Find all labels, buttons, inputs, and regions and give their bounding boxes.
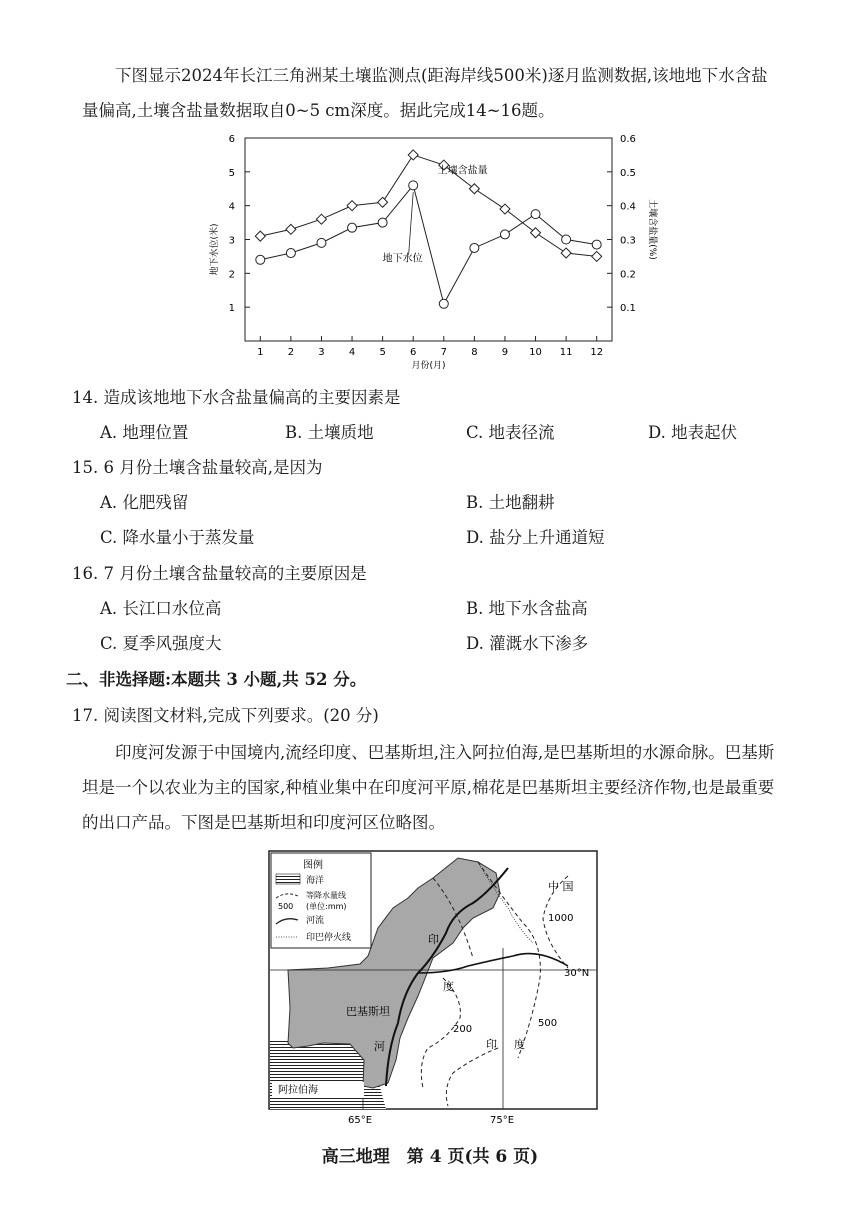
salinity-point bbox=[500, 204, 510, 214]
left-tick-label: 2 bbox=[228, 269, 235, 281]
question-14-stem: 14. 造成该地地下水含盐量偏高的主要因素是 bbox=[72, 388, 401, 407]
right-tick-label: 0.1 bbox=[620, 303, 636, 315]
label-iso-1000: 1000 bbox=[548, 913, 574, 924]
section-2-heading: 二、非选择题:本题共 3 小题,共 52 分。 bbox=[66, 670, 367, 689]
salinity-point bbox=[561, 248, 571, 258]
salinity-point bbox=[316, 214, 326, 224]
page-footer: 高三地理 第 4 页(共 6 页) bbox=[321, 1147, 539, 1167]
q16-option-c: C. 夏季风强度大 bbox=[100, 634, 222, 653]
q14-option-d: D. 地表起伏 bbox=[648, 423, 738, 442]
legend-isohyet-unit: (单位:mm) bbox=[306, 902, 347, 911]
legend-isohyet-value: 500 bbox=[278, 902, 294, 911]
x-tick-label: 2 bbox=[287, 347, 295, 358]
right-tick-label: 0.2 bbox=[620, 269, 636, 281]
x-tick-label: 11 bbox=[559, 347, 573, 358]
salinity-point bbox=[592, 251, 602, 261]
x-tick-label: 3 bbox=[318, 347, 325, 358]
label-lon-75e: 75°E bbox=[490, 1115, 515, 1126]
label-india-2: 度 bbox=[514, 1038, 525, 1051]
q14-option-a: A. 地理位置 bbox=[100, 423, 189, 442]
x-tick-label: 4 bbox=[348, 347, 356, 358]
label-lat-30n: 30°N bbox=[564, 968, 590, 979]
groundwater-point bbox=[500, 230, 509, 239]
label-pakistan: 巴基斯坦 bbox=[346, 1005, 390, 1018]
label-indus-2: 河 bbox=[374, 1040, 385, 1053]
left-tick-label: 4 bbox=[228, 201, 235, 213]
annotation-groundwater: 地下水位 bbox=[382, 253, 423, 265]
left-tick-label: 5 bbox=[228, 167, 235, 179]
legend-sea-label: 海洋 bbox=[306, 876, 325, 886]
right-tick-label: 0.4 bbox=[620, 201, 636, 213]
salinity-point bbox=[408, 150, 418, 160]
legend-sea-swatch bbox=[276, 874, 300, 884]
label-iso-200: 200 bbox=[453, 1024, 473, 1035]
groundwater-point bbox=[286, 249, 295, 258]
annotation-salinity: 土壤含盐量 bbox=[437, 165, 488, 177]
left-tick-label: 1 bbox=[228, 303, 235, 315]
q14-option-b: B. 土壤质地 bbox=[285, 423, 374, 442]
question-15-stem: 15. 6 月份土壤含盐量较高,是因为 bbox=[72, 458, 323, 477]
left-tick-label: 3 bbox=[228, 235, 235, 247]
x-tick-label: 12 bbox=[590, 347, 604, 358]
groundwater-point bbox=[378, 218, 387, 227]
label-india-top: 印 bbox=[428, 933, 439, 946]
label-iso-500: 500 bbox=[538, 1018, 558, 1029]
q15-option-a: A. 化肥残留 bbox=[100, 493, 189, 512]
groundwater-salinity-chart bbox=[200, 126, 660, 376]
groundwater-point bbox=[256, 255, 265, 264]
groundwater-point bbox=[470, 243, 479, 252]
label-indus-1: 度 bbox=[443, 980, 454, 993]
x-tick-label: 6 bbox=[410, 347, 417, 358]
x-tick-label: 8 bbox=[471, 347, 478, 358]
salinity-point bbox=[378, 197, 388, 207]
x-tick-label: 5 bbox=[379, 347, 386, 358]
groundwater-point bbox=[348, 223, 357, 232]
label-arabian-sea: 阿拉伯海 bbox=[278, 1085, 318, 1096]
legend-ceasefire-label: 印巴停火线 bbox=[306, 933, 352, 943]
pakistan-indus-map bbox=[268, 848, 600, 1128]
x-tick-label: 7 bbox=[440, 347, 447, 358]
right-tick-label: 0.6 bbox=[620, 134, 636, 145]
plot-frame bbox=[245, 138, 612, 341]
left-axis-label: 地下水位(米) bbox=[210, 223, 220, 276]
right-tick-label: 0.5 bbox=[620, 167, 636, 179]
question-16-stem: 16. 7 月份土壤含盐量较高的主要原因是 bbox=[72, 564, 367, 583]
q16-option-b: B. 地下水含盐高 bbox=[466, 599, 588, 618]
label-china: 中 国 bbox=[548, 880, 574, 893]
groundwater-point bbox=[409, 181, 418, 190]
salinity-point bbox=[286, 224, 296, 234]
salinity-point bbox=[469, 184, 479, 194]
question-17-material: 印度河发源于中国境内,流经印度、巴基斯坦,注入阿拉伯海,是巴基斯坦的水源命脉。巴基斯坦是一个以农业为主的国家,种植业集中在印度河平原,棉花是巴基斯坦主要经济作物,也是最重要的出口产品。下图是巴基斯坦和印度河区位略图。 bbox=[82, 743, 775, 832]
groundwater-point bbox=[317, 238, 326, 247]
series-line-0 bbox=[260, 155, 596, 257]
x-tick-label: 9 bbox=[501, 347, 509, 358]
right-axis-label: 土壤含盐量(%) bbox=[647, 199, 657, 260]
groundwater-point bbox=[531, 210, 540, 219]
series-line-1 bbox=[260, 185, 596, 303]
x-axis-label: 月份(月) bbox=[411, 361, 446, 371]
salinity-point bbox=[531, 228, 541, 238]
q15-option-b: B. 土地翻耕 bbox=[466, 493, 555, 512]
label-india-1: 印 bbox=[486, 1038, 497, 1051]
intro-paragraph: 下图显示2024年长江三角洲某土壤监测点(距海岸线500米)逐月监测数据,该地地下水含盐量偏高,土壤含盐量数据取自0~5 cm深度。据此完成14~16题。 bbox=[82, 66, 768, 120]
salinity-point bbox=[255, 231, 265, 241]
q15-option-c: C. 降水量小于蒸发量 bbox=[100, 528, 255, 547]
groundwater-point bbox=[439, 299, 448, 308]
legend-title: 图例 bbox=[303, 860, 323, 871]
groundwater-point bbox=[562, 235, 571, 244]
legend-river-label: 河流 bbox=[306, 916, 325, 926]
x-tick-label: 1 bbox=[257, 347, 264, 358]
salinity-point bbox=[347, 201, 357, 211]
q16-option-d: D. 灌溉水下渗多 bbox=[466, 634, 589, 653]
groundwater-point bbox=[592, 240, 601, 249]
q15-option-d: D. 盐分上升通道短 bbox=[466, 528, 605, 547]
left-tick-label: 6 bbox=[228, 134, 235, 145]
legend-isohyet-label: 等降水量线 bbox=[306, 891, 346, 900]
x-tick-label: 10 bbox=[529, 347, 542, 358]
annotation-groundwater-leader bbox=[409, 192, 414, 255]
q16-option-a: A. 长江口水位高 bbox=[100, 599, 222, 618]
question-17-stem: 17. 阅读图文材料,完成下列要求。(20 分) bbox=[72, 706, 379, 725]
right-tick-label: 0.3 bbox=[620, 235, 636, 247]
q14-option-c: C. 地表径流 bbox=[466, 423, 555, 442]
label-lon-65e: 65°E bbox=[348, 1115, 373, 1126]
